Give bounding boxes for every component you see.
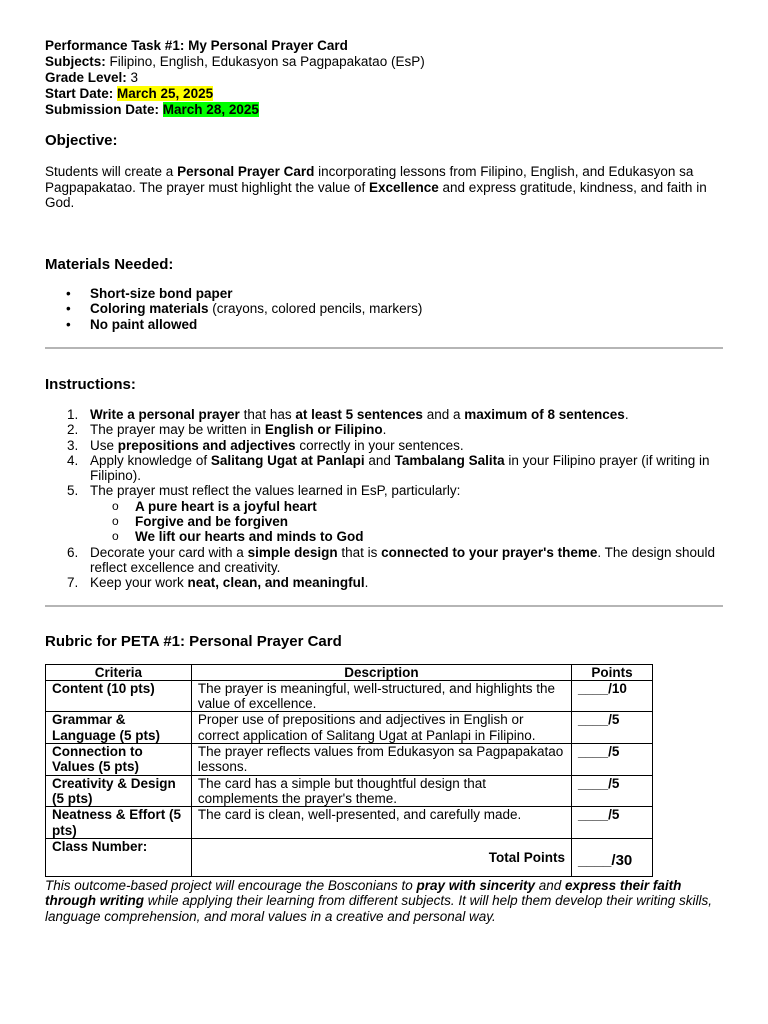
list-item: 3. Use prepositions and adjectives correctly in your sentences.: [67, 437, 464, 453]
start-date-line: Start Date: March 25, 2025: [45, 86, 214, 101]
grade-value: 3: [126, 70, 139, 85]
list-item: 6. Decorate your card with a simple design that is connected to your prayer's theme. The design should reflect excellence and creativity.: [67, 544, 716, 575]
points-cell: ____/10: [572, 680, 653, 712]
points-cell: ____/5: [572, 807, 653, 839]
description-cell: The card has a simple but thoughtful design that complements the prayer's theme.: [191, 775, 571, 807]
bullet-icon: •: [66, 316, 71, 332]
list-item: 4. Apply knowledge of Salitang Ugat at Panlapi and Tambalang Salita in your Filipino prayer (if writing in Filipino).: [67, 452, 710, 484]
materials-heading: Materials Needed:: [45, 255, 174, 273]
list-item: 5. The prayer must reflect the values learned in EsP, particularly:: [67, 483, 461, 499]
task-header: [45, 38, 725, 118]
list-item: 1. Write a personal prayer that has at least 5 sentences and a maximum of 8 sentences.: [67, 407, 629, 422]
description-cell: Proper use of prepositions and adjectives in English or correct application of Salitang Ugat at Panlapi in Filipino.: [191, 712, 571, 744]
bullet-icon: •: [66, 285, 71, 301]
total-row: [46, 838, 653, 876]
materials-list: [45, 286, 725, 333]
section-divider: [45, 605, 723, 607]
criteria-cell: Grammar & Language (5 pts): [46, 712, 192, 744]
sub-list-item: o A pure heart is a joyful heart: [112, 498, 317, 514]
points-cell: ____/5: [572, 712, 653, 744]
list-item: 2. The prayer may be written in English or Filipino.: [67, 422, 387, 438]
subjects-value: Filipino, English, Edukasyon sa Pagpapakatao (EsP): [105, 54, 425, 69]
document-page: [45, 38, 725, 924]
submission-date-value: March 28, 2025: [162, 102, 259, 117]
list-item: • Coloring materials (crayons, colored pencils, markers): [66, 301, 423, 316]
list-item: • No paint allowed: [66, 316, 198, 332]
column-header-points: Points: [572, 664, 653, 680]
circle-bullet-icon: o: [112, 514, 119, 529]
description-cell: The prayer reflects values from Edukasyon sa Pagpapakatao lessons.: [191, 744, 571, 776]
total-points-value: ____/30: [572, 838, 653, 876]
task-title: Performance Task #1: My Personal Prayer Card: [45, 38, 348, 53]
instructions-list: [45, 407, 725, 591]
submission-date-line: Submission Date: March 28, 2025: [45, 102, 259, 117]
section-divider: [45, 347, 723, 349]
circle-bullet-icon: o: [112, 498, 119, 513]
objective-text: Students will create a Personal Prayer Card incorporating lessons from Filipino, English, and Edukasyon sa Pagpapakatao. The prayer must highlight the value of Excellence and express gratitude, kindness, and faith in God.: [45, 164, 707, 210]
criteria-cell: Connection to Values (5 pts): [46, 744, 192, 776]
table-row: [46, 712, 653, 744]
sub-list-item: o Forgive and be forgiven: [112, 514, 289, 530]
description-cell: The prayer is meaningful, well-structured, and highlights the value of excellence.: [191, 680, 571, 712]
table-header-row: [46, 664, 653, 680]
start-date-value: March 25, 2025: [117, 86, 214, 101]
sub-list-item: o We lift our hearts and minds to God: [112, 529, 364, 545]
table-row: [46, 775, 653, 807]
description-cell: The card is clean, well-presented, and carefully made.: [191, 807, 571, 839]
column-header-criteria: Criteria: [46, 664, 192, 680]
closing-note: This outcome-based project will encourage the Bosconians to pray with sincerity and express their faith through writing while applying their learning from different subjects. It will help them develop their writing skills, language comprehension, and moral values in a creative and personal way.: [45, 877, 712, 924]
grade-line: Grade Level: 3: [45, 70, 139, 85]
table-row: [46, 680, 653, 712]
sub-list: [45, 499, 725, 545]
table-row: [46, 807, 653, 839]
column-header-description: Description: [191, 664, 571, 680]
list-item: 7. Keep your work neat, clean, and meaningful.: [67, 575, 369, 591]
total-points-label: Total Points: [191, 838, 571, 876]
rubric-table: [45, 664, 653, 877]
list-item: • Short-size bond paper: [66, 285, 233, 301]
instructions-heading: Instructions:: [45, 376, 136, 393]
table-row: [46, 744, 653, 776]
criteria-cell: Neatness & Effort (5 pts): [46, 807, 192, 839]
circle-bullet-icon: o: [112, 529, 119, 544]
points-cell: ____/5: [572, 775, 653, 807]
rubric-heading: Rubric for PETA #1: Personal Prayer Card: [45, 632, 342, 650]
bullet-icon: •: [66, 301, 71, 316]
criteria-cell: Creativity & Design (5 pts): [46, 775, 192, 807]
objective-heading: Objective:: [45, 132, 118, 149]
class-number-label: Class Number:: [46, 838, 192, 876]
points-cell: ____/5: [572, 744, 653, 776]
subjects-line: Subjects: Filipino, English, Edukasyon sa Pagpapakatao (EsP): [45, 54, 425, 69]
criteria-cell: Content (10 pts): [46, 680, 192, 712]
